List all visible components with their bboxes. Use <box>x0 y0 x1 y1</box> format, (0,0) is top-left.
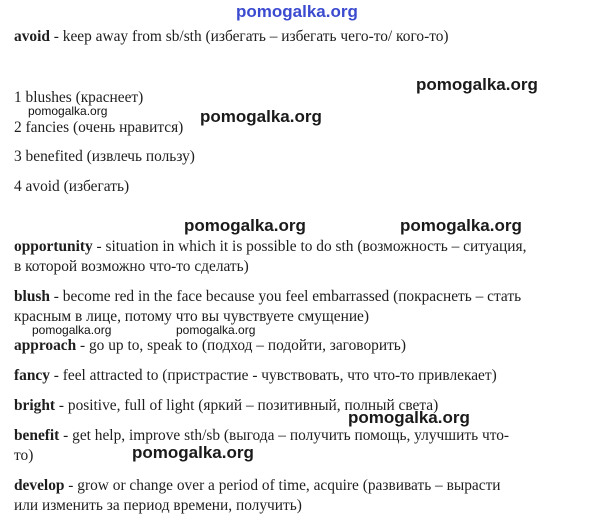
entry-benefit <box>14 426 509 446</box>
entry-blush <box>14 287 521 307</box>
entry-definition: - feel attracted to (пристрастие - чувствовать, что что-то привлекает) <box>49 367 497 384</box>
answer-4: 4 avoid (избегать) <box>14 178 130 195</box>
entry-term: develop <box>14 477 65 494</box>
entry-opportunity <box>14 237 526 257</box>
entry-term: benefit <box>14 427 60 444</box>
entry-continuation: то) <box>14 447 34 464</box>
answer-3: 3 benefited (извлечь пользу) <box>14 148 195 165</box>
entry-term: approach <box>14 337 77 354</box>
watermark: pomogalka.org <box>32 323 112 337</box>
watermark: pomogalka.org <box>132 443 254 462</box>
entry-term: bright <box>14 397 56 414</box>
entry-definition: - become red in the face because you feel embarrassed (покраснеть – стать <box>49 288 522 305</box>
entry-term: fancy <box>14 367 50 384</box>
entry-term: opportunity <box>14 238 93 255</box>
entry-continuation: или изменить за период времени, получить) <box>14 497 302 514</box>
entry-term: avoid <box>14 28 50 45</box>
entry-continuation: в которой возможно что-то сделать) <box>14 258 249 275</box>
watermark: pomogalka.org <box>200 107 322 126</box>
entry-definition: - get help, improve sth/sb (выгода – получить помощь, улучшить что- <box>59 427 510 444</box>
watermark: pomogalka.org <box>236 2 358 21</box>
entry-develop <box>14 476 501 496</box>
entry-term: blush <box>14 288 50 305</box>
entry-definition: - go up to, speak to (подход – подойти, заговорить) <box>76 337 406 354</box>
watermark: pomogalka.org <box>400 216 522 235</box>
entry-definition: - situation in which it is possible to do sth (возможность – ситуация, <box>92 238 527 255</box>
watermark: pomogalka.org <box>184 216 306 235</box>
watermark: pomogalka.org <box>348 408 470 427</box>
watermark: pomogalka.org <box>28 104 108 118</box>
answer-1: 1 blushes (краснеет) <box>14 89 144 106</box>
entry-continuation: красным в лице, потому что вы чувствуете смущение) <box>14 308 370 325</box>
entry-definition: - grow or change over a period of time, acquire (развивать – вырасти <box>64 477 501 494</box>
watermark: pomogalka.org <box>416 75 538 94</box>
entry-fancy <box>14 366 497 386</box>
entry-avoid <box>14 27 449 47</box>
answer-2: 2 fancies (очень нравится) <box>14 119 184 136</box>
entry-definition: - positive, full of light (яркий – позитивный, полный света) <box>55 397 439 414</box>
watermark: pomogalka.org <box>176 323 256 337</box>
entry-definition: - keep away from sb/sth (избегать – избегать чего-то/ кого-то) <box>49 28 449 45</box>
entry-approach <box>14 336 406 356</box>
